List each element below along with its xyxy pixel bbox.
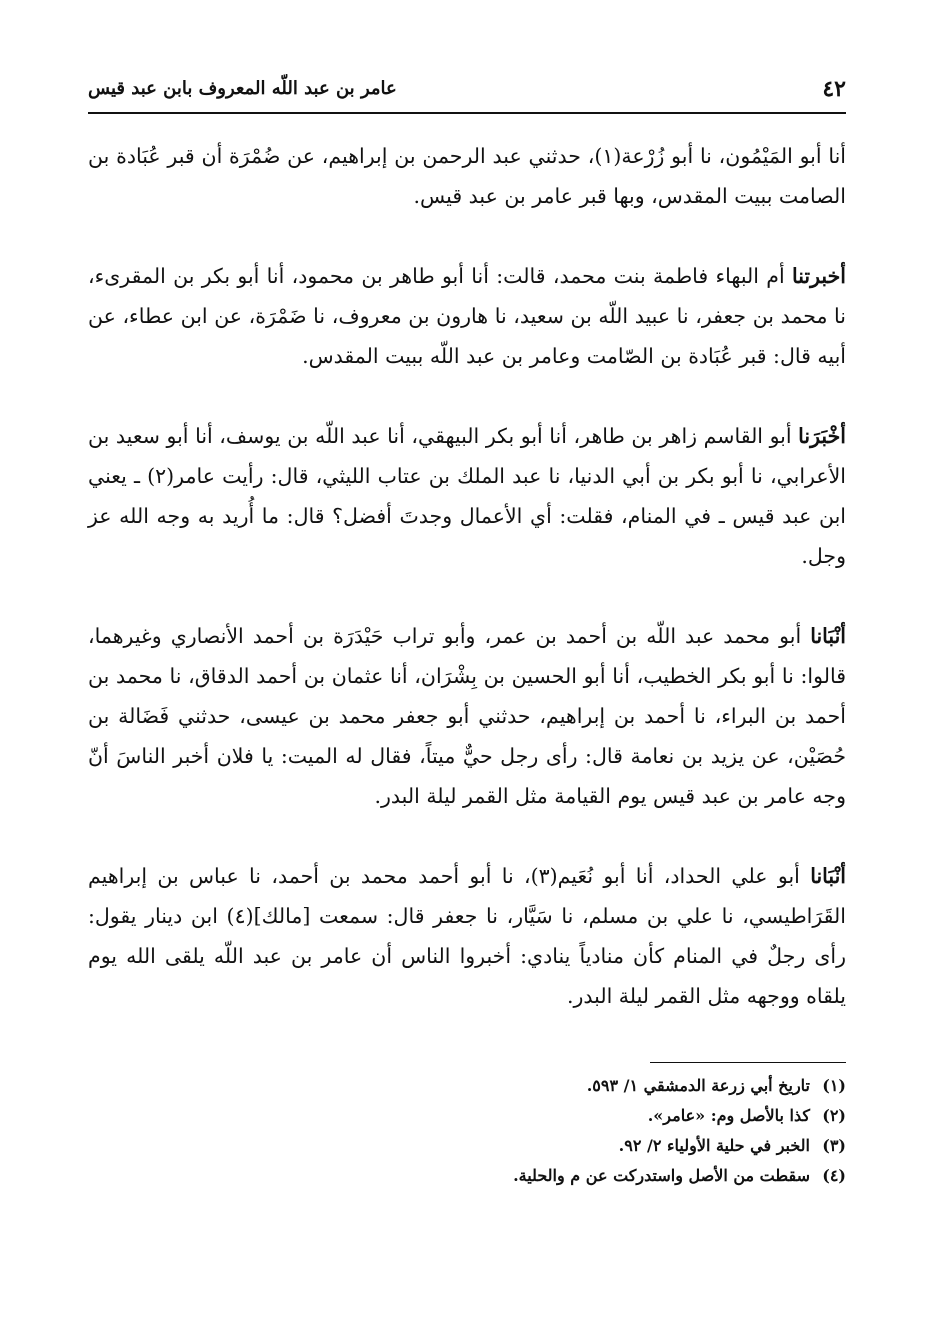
paragraph-lead: أخبرتنا bbox=[791, 264, 846, 288]
footnote-3 bbox=[88, 1131, 846, 1161]
paragraph-text: أبو القاسم زاهر بن طاهر، أنا أبو بكر البيهقي، أنا عبد اللّه بن يوسف، أنا أبو سعيد بن الأعرابي، نا أبو بكر بن أبي الدنيا، نا عبد الملك بن عتاب الليثي، قال: رأيت عامر(٢) ـ يعني ابن عبد قيس ـ في المنام، فقلت: أي الأعمال وجدتَ أفضل؟ قال: ما أُريد به وجه الله عز وجل. bbox=[88, 424, 846, 568]
footnote-1 bbox=[88, 1071, 846, 1101]
page-header bbox=[88, 74, 846, 114]
paragraph-lead: أنْبَانا bbox=[810, 864, 847, 888]
paragraph-text: أبو محمد عبد اللّه بن أحمد بن عمر، وأبو تراب حَيْدَرَة بن أحمد الأنصاري وغيرهما، قالوا: نا أبو بكر الخطيب، أنا أبو الحسين بن بِشْرَان، أنا عثمان بن أحمد الدقاق، نا محمد بن أحمد بن البراء، نا أحمد بن إبراهيم، حدثني أبو جعفر محمد بن عيسى، حدثني فَضَالة بن حُصَيْن، عن يزيد بن نعامة قال: رأى رجل حيٌّ ميتاً، فقال له الميت: يا فلان أخبر الناسَ أنّ وجه عامر بن عبد قيس يوم القيامة مثل القمر ليلة البدر. bbox=[88, 624, 846, 808]
paragraph-lead: أنْبَانا bbox=[810, 624, 846, 648]
footnote-text: الخبر في حلية الأولياء ٢/ ٩٢. bbox=[618, 1136, 810, 1155]
footnote-marker: (٢) bbox=[822, 1106, 846, 1125]
document-page bbox=[88, 74, 846, 1191]
paragraph-3 bbox=[88, 416, 846, 576]
paragraph-2 bbox=[88, 256, 846, 376]
paragraph-1 bbox=[88, 136, 846, 216]
paragraph-4 bbox=[88, 616, 846, 816]
paragraph-lead: أخْبَرَنا bbox=[798, 424, 846, 448]
footnote-text: تاريخ أبي زرعة الدمشقي ١/ ٥٩٣. bbox=[586, 1076, 810, 1095]
footnote-marker: (٤) bbox=[822, 1166, 846, 1185]
paragraph-5 bbox=[88, 856, 846, 1016]
page-number: ٤٢ bbox=[822, 76, 846, 102]
footnote-2 bbox=[88, 1101, 846, 1131]
paragraph-text: أنا أبو المَيْمُون، نا أبو زُرْعة(١)، حدثني عبد الرحمن بن إبراهيم، عن ضُمْرَة أن قبر عُبَادة بن الصامت ببيت المقدس، وبها قبر عامر بن عبد قيس. bbox=[88, 144, 847, 208]
footnotes bbox=[88, 1071, 846, 1191]
paragraph-text: أم البهاء فاطمة بنت محمد، قالت: أنا أبو طاهر بن محمود، أنا أبو بكر بن المقرىء، نا محمد بن جعفر، نا عبيد اللّه بن سعيد، نا هارون بن معروف، نا ضَمْرَة، عن ابن عطاء، عن أبيه قال: قبر عُبَادة بن الصّامت وعامر بن عبد اللّه ببيت المقدس. bbox=[88, 264, 846, 368]
footnote-separator bbox=[650, 1062, 846, 1063]
footnote-4 bbox=[88, 1161, 846, 1191]
footnote-marker: (٣) bbox=[822, 1136, 846, 1155]
main-text bbox=[88, 136, 846, 1016]
footnote-text: كذا بالأصل وم: «عامر». bbox=[647, 1106, 810, 1125]
paragraph-text: أبو علي الحداد، أنا أبو نُعَيم(٣)، نا أبو أحمد محمد بن أحمد، نا عباس بن إبراهيم القَرَاطيسي، نا علي بن مسلم، نا سَيَّار، نا جعفر قال: سمعت [مالك](٤) ابن دينار يقول: رأى رجلٌ في المنام كأن منادياً ينادي: أخبروا الناس أن عامر بن عبد اللّه يلقى الله يوم يلقاه ووجهه مثل القمر ليلة البدر. bbox=[88, 864, 846, 1008]
running-title: عامر بن عبد اللّه المعروف بابن عبد قيس bbox=[88, 78, 397, 99]
footnote-text: سقطت من الأصل واستدركت عن م والحلية. bbox=[513, 1166, 810, 1185]
footnote-marker: (١) bbox=[822, 1076, 846, 1095]
